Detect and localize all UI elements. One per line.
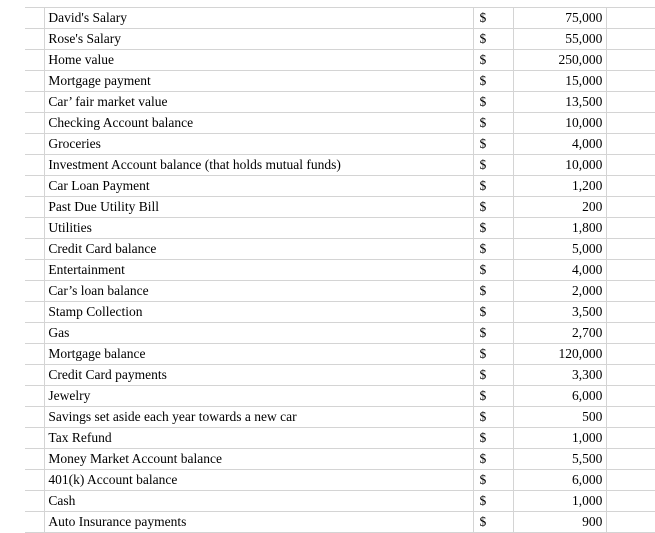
empty-cell[interactable] <box>607 491 655 512</box>
row-gutter-cell[interactable] <box>25 113 45 134</box>
amount-cell[interactable]: 4,000 <box>513 260 607 281</box>
item-label-cell[interactable]: Car Loan Payment <box>45 176 473 197</box>
empty-cell[interactable] <box>607 428 655 449</box>
empty-cell[interactable] <box>607 92 655 113</box>
row-gutter-cell[interactable] <box>25 176 45 197</box>
amount-cell[interactable]: 13,500 <box>513 92 607 113</box>
empty-cell[interactable] <box>607 113 655 134</box>
empty-cell[interactable] <box>607 134 655 155</box>
amount-cell[interactable]: 2,700 <box>513 323 607 344</box>
amount-cell[interactable]: 2,000 <box>513 281 607 302</box>
currency-cell[interactable]: $ <box>473 176 513 197</box>
item-label-cell[interactable]: Cash <box>45 491 473 512</box>
amount-cell[interactable]: 10,000 <box>513 155 607 176</box>
amount-cell[interactable]: 250,000 <box>513 50 607 71</box>
empty-cell[interactable] <box>607 386 655 407</box>
currency-cell[interactable]: $ <box>473 407 513 428</box>
item-label-cell[interactable]: Home value <box>45 50 473 71</box>
empty-cell[interactable] <box>607 8 655 29</box>
row-gutter-cell[interactable] <box>25 155 45 176</box>
currency-cell[interactable]: $ <box>473 113 513 134</box>
item-label-cell[interactable]: Mortgage balance <box>45 344 473 365</box>
amount-cell[interactable]: 1,800 <box>513 218 607 239</box>
currency-cell[interactable]: $ <box>473 365 513 386</box>
currency-cell[interactable]: $ <box>473 449 513 470</box>
currency-cell[interactable]: $ <box>473 344 513 365</box>
item-label-cell[interactable]: Tax Refund <box>45 428 473 449</box>
row-gutter-cell[interactable] <box>25 470 45 491</box>
table-row <box>25 302 655 323</box>
empty-cell[interactable] <box>607 365 655 386</box>
currency-cell[interactable]: $ <box>473 470 513 491</box>
row-gutter-cell[interactable] <box>25 71 45 92</box>
currency-cell[interactable]: $ <box>473 155 513 176</box>
table-row <box>25 113 655 134</box>
amount-cell[interactable]: 5,000 <box>513 239 607 260</box>
table-row <box>25 512 655 533</box>
row-gutter-cell[interactable] <box>25 8 45 29</box>
item-label-cell[interactable]: Past Due Utility Bill <box>45 197 473 218</box>
item-label-cell[interactable]: Car’ fair market value <box>45 92 473 113</box>
item-label-cell[interactable]: Rose's Salary <box>45 29 473 50</box>
item-label-cell[interactable]: Investment Account balance (that holds mutual funds) <box>45 155 473 176</box>
row-gutter-cell[interactable] <box>25 491 45 512</box>
table-row <box>25 197 655 218</box>
empty-cell[interactable] <box>607 197 655 218</box>
row-gutter-cell[interactable] <box>25 449 45 470</box>
currency-cell[interactable]: $ <box>473 239 513 260</box>
currency-cell[interactable]: $ <box>473 260 513 281</box>
item-label-cell[interactable]: Stamp Collection <box>45 302 473 323</box>
table-row <box>25 323 655 344</box>
empty-cell[interactable] <box>607 281 655 302</box>
row-gutter-cell[interactable] <box>25 29 45 50</box>
empty-cell[interactable] <box>607 176 655 197</box>
table-row <box>25 50 655 71</box>
currency-cell[interactable]: $ <box>473 428 513 449</box>
table-row <box>25 218 655 239</box>
currency-cell[interactable]: $ <box>473 8 513 29</box>
currency-cell[interactable]: $ <box>473 302 513 323</box>
currency-cell[interactable]: $ <box>473 491 513 512</box>
item-label-cell[interactable]: Savings set aside each year towards a new car <box>45 407 473 428</box>
currency-cell[interactable]: $ <box>473 197 513 218</box>
amount-cell[interactable]: 15,000 <box>513 71 607 92</box>
table-row <box>25 491 655 512</box>
currency-cell[interactable]: $ <box>473 512 513 533</box>
table-row <box>25 29 655 50</box>
amount-cell[interactable]: 900 <box>513 512 607 533</box>
amount-cell[interactable]: 1,200 <box>513 176 607 197</box>
amount-cell[interactable]: 200 <box>513 197 607 218</box>
amount-cell[interactable]: 120,000 <box>513 344 607 365</box>
amount-cell[interactable]: 6,000 <box>513 386 607 407</box>
currency-cell[interactable]: $ <box>473 50 513 71</box>
item-label-cell[interactable]: David's Salary <box>45 8 473 29</box>
row-gutter-cell[interactable] <box>25 134 45 155</box>
item-label-cell[interactable]: Credit Card balance <box>45 239 473 260</box>
empty-cell[interactable] <box>607 155 655 176</box>
table-row <box>25 239 655 260</box>
empty-cell[interactable] <box>607 218 655 239</box>
budget-table <box>25 7 655 533</box>
table-row <box>25 134 655 155</box>
empty-cell[interactable] <box>607 344 655 365</box>
item-label-cell[interactable]: Groceries <box>45 134 473 155</box>
table-row <box>25 386 655 407</box>
empty-cell[interactable] <box>607 29 655 50</box>
table-row <box>25 8 655 29</box>
table-row <box>25 92 655 113</box>
empty-cell[interactable] <box>607 50 655 71</box>
item-label-cell[interactable]: Jewelry <box>45 386 473 407</box>
item-label-cell[interactable]: Money Market Account balance <box>45 449 473 470</box>
table-row <box>25 407 655 428</box>
item-label-cell[interactable]: Checking Account balance <box>45 113 473 134</box>
empty-cell[interactable] <box>607 512 655 533</box>
amount-cell[interactable]: 6,000 <box>513 470 607 491</box>
row-gutter-cell[interactable] <box>25 344 45 365</box>
item-label-cell[interactable]: Credit Card payments <box>45 365 473 386</box>
empty-cell[interactable] <box>607 323 655 344</box>
item-label-cell[interactable]: Car’s loan balance <box>45 281 473 302</box>
currency-cell[interactable]: $ <box>473 218 513 239</box>
amount-cell[interactable]: 1,000 <box>513 491 607 512</box>
empty-cell[interactable] <box>607 449 655 470</box>
table-row <box>25 449 655 470</box>
currency-cell[interactable]: $ <box>473 386 513 407</box>
amount-cell[interactable]: 75,000 <box>513 8 607 29</box>
table-body <box>25 8 655 533</box>
row-gutter-cell[interactable] <box>25 386 45 407</box>
currency-cell[interactable]: $ <box>473 281 513 302</box>
table-row <box>25 344 655 365</box>
table-row <box>25 365 655 386</box>
table-row <box>25 281 655 302</box>
currency-cell[interactable]: $ <box>473 71 513 92</box>
row-gutter-cell[interactable] <box>25 218 45 239</box>
row-gutter-cell[interactable] <box>25 260 45 281</box>
row-gutter-cell[interactable] <box>25 281 45 302</box>
amount-cell[interactable]: 1,000 <box>513 428 607 449</box>
row-gutter-cell[interactable] <box>25 428 45 449</box>
empty-cell[interactable] <box>607 407 655 428</box>
row-gutter-cell[interactable] <box>25 365 45 386</box>
item-label-cell[interactable]: Gas <box>45 323 473 344</box>
item-label-cell[interactable]: Auto Insurance payments <box>45 512 473 533</box>
amount-cell[interactable]: 500 <box>513 407 607 428</box>
table-row <box>25 260 655 281</box>
empty-cell[interactable] <box>607 71 655 92</box>
amount-cell[interactable]: 3,500 <box>513 302 607 323</box>
row-gutter-cell[interactable] <box>25 92 45 113</box>
amount-cell[interactable]: 4,000 <box>513 134 607 155</box>
currency-cell[interactable]: $ <box>473 92 513 113</box>
item-label-cell[interactable]: Utilities <box>45 218 473 239</box>
item-label-cell[interactable]: 401(k) Account balance <box>45 470 473 491</box>
row-gutter-cell[interactable] <box>25 50 45 71</box>
item-label-cell[interactable]: Mortgage payment <box>45 71 473 92</box>
table-row <box>25 176 655 197</box>
row-gutter-cell[interactable] <box>25 323 45 344</box>
table-row <box>25 71 655 92</box>
table-row <box>25 470 655 491</box>
empty-cell[interactable] <box>607 302 655 323</box>
row-gutter-cell[interactable] <box>25 512 45 533</box>
currency-cell[interactable]: $ <box>473 134 513 155</box>
row-gutter-cell[interactable] <box>25 197 45 218</box>
empty-cell[interactable] <box>607 470 655 491</box>
amount-cell[interactable]: 10,000 <box>513 113 607 134</box>
table-row <box>25 155 655 176</box>
empty-cell[interactable] <box>607 239 655 260</box>
empty-cell[interactable] <box>607 260 655 281</box>
currency-cell[interactable]: $ <box>473 323 513 344</box>
item-label-cell[interactable]: Entertainment <box>45 260 473 281</box>
currency-cell[interactable]: $ <box>473 29 513 50</box>
table-row <box>25 428 655 449</box>
amount-cell[interactable]: 3,300 <box>513 365 607 386</box>
amount-cell[interactable]: 5,500 <box>513 449 607 470</box>
row-gutter-cell[interactable] <box>25 407 45 428</box>
row-gutter-cell[interactable] <box>25 302 45 323</box>
amount-cell[interactable]: 55,000 <box>513 29 607 50</box>
row-gutter-cell[interactable] <box>25 239 45 260</box>
